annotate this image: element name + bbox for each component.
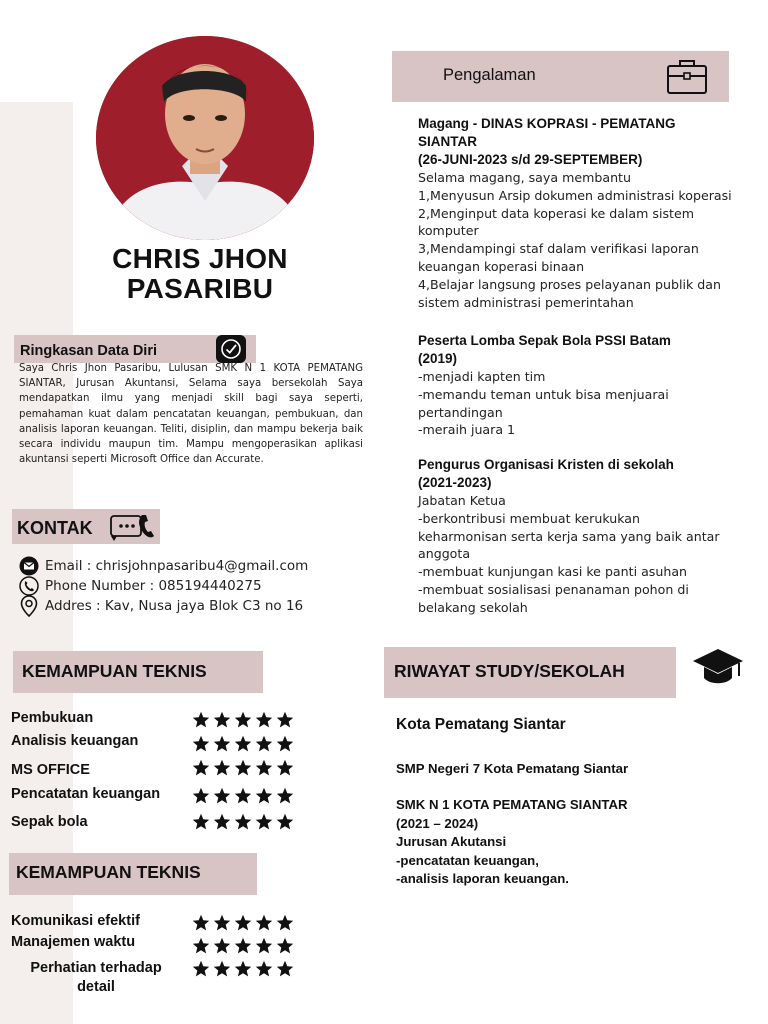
- phone-icon: [18, 575, 40, 597]
- education-smk: SMK N 1 KOTA PEMATANG SIANTAR: [396, 797, 628, 812]
- experience-item-line: -menjadi kapten tim: [418, 369, 546, 384]
- skill-rating: [192, 759, 294, 776]
- education-city: Kota Pematang Siantar: [396, 716, 566, 733]
- star-icon: [276, 960, 294, 977]
- star-icon: [213, 813, 231, 830]
- experience-item-line: keuangan koperasi binaan: [418, 258, 585, 274]
- contact-phone-icon: [108, 511, 156, 543]
- experience-item-line: Jabatan Ketua: [418, 493, 506, 508]
- star-icon: [213, 735, 231, 752]
- education-smk-block: [396, 796, 628, 889]
- experience-item-line: komputer: [418, 223, 479, 239]
- star-icon: [192, 914, 210, 931]
- education-detail: -analisis laporan keuangan.: [396, 871, 569, 886]
- star-icon: [213, 937, 231, 954]
- star-icon: [192, 759, 210, 776]
- star-icon: [192, 787, 210, 804]
- experience-item-line: 3,Mendampingi staf dalam verifikasi laporan: [418, 241, 699, 257]
- education-major: Jurusan Akutansi: [396, 834, 507, 849]
- star-icon: [192, 960, 210, 977]
- experience-item-title: Magang - DINAS KOPRASI - PEMATANG: [418, 116, 676, 131]
- skill-rating: [192, 937, 294, 954]
- location-pin-icon: [18, 595, 40, 617]
- experience-item-line: 2,Menginput data koperasi ke dalam sistem: [418, 205, 694, 221]
- technical-skills-title: KEMAMPUAN TEKNIS: [22, 661, 207, 681]
- experience-item-line: 4,Belajar langsung proses pelayanan publik dan: [418, 276, 721, 292]
- experience-item: [418, 332, 763, 439]
- star-icon: [234, 813, 252, 830]
- education-title: RIWAYAT STUDY/SEKOLAH: [394, 661, 625, 681]
- experience-item-line: -meraih juara 1: [418, 422, 516, 438]
- skill-label: Sepak bola: [11, 814, 88, 830]
- contact-title: KONTAK: [17, 518, 93, 538]
- experience-item-line: -membuat kunjungan kasi ke panti asuhan: [418, 564, 688, 580]
- star-icon: [234, 735, 252, 752]
- contact-address-row: [18, 595, 303, 617]
- star-icon: [192, 813, 210, 830]
- experience-item: [418, 115, 763, 311]
- star-icon: [255, 960, 273, 977]
- experience-item-date: (2021-2023): [418, 475, 492, 490]
- star-icon: [255, 787, 273, 804]
- skill-rating: [192, 787, 294, 804]
- star-icon: [213, 711, 231, 728]
- star-icon: [234, 711, 252, 728]
- star-icon: [234, 937, 252, 954]
- skill-label: Pembukuan: [11, 710, 94, 726]
- star-icon: [234, 914, 252, 931]
- experience-item-title: Pengurus Organisasi Kristen di sekolah: [418, 457, 674, 472]
- experience-item-line: keharmonisan serta kerja sama yang baik antar: [418, 528, 720, 544]
- experience-item-line: anggota: [418, 546, 471, 562]
- star-icon: [255, 759, 273, 776]
- skill-rating: [192, 735, 294, 752]
- experience-item-line: -berkontribusi membuat kerukukan: [418, 510, 640, 526]
- experience-item-date: (2019): [418, 351, 458, 366]
- experience-item-line: Selama magang, saya membantu: [418, 170, 631, 185]
- star-icon: [213, 914, 231, 931]
- star-icon: [192, 711, 210, 728]
- star-icon: [276, 914, 294, 931]
- soft-skills-title: KEMAMPUAN TEKNIS: [16, 862, 201, 882]
- contact-email-row: [18, 555, 308, 577]
- experience-item: [418, 456, 763, 617]
- briefcase-icon: [666, 56, 708, 96]
- profile-name-line2: PASARIBU: [126, 273, 274, 304]
- star-icon: [234, 787, 252, 804]
- profile-name-line1: CHRIS JHON: [112, 243, 288, 274]
- skill-label: Manajemen waktu: [11, 934, 136, 950]
- star-icon: [276, 937, 294, 954]
- skill-label-line: detail: [77, 979, 115, 995]
- experience-item-line: 1,Menyusun Arsip dokumen administrasi koperasi: [418, 187, 732, 203]
- skill-rating: [192, 914, 294, 931]
- contact-address: Addres : Kav, Nusa jaya Blok C3 no 16: [45, 598, 304, 614]
- star-icon: [234, 960, 252, 977]
- star-icon: [276, 759, 294, 776]
- skill-rating: [192, 711, 294, 728]
- star-icon: [255, 711, 273, 728]
- star-icon: [276, 787, 294, 804]
- profile-photo: [96, 36, 314, 240]
- skill-label-multiline: [11, 959, 181, 997]
- summary-title: Ringkasan Data Diri: [20, 343, 157, 359]
- education-smk-years: (2021 – 2024): [396, 815, 479, 831]
- education-detail: -pencatatan keuangan,: [396, 852, 539, 868]
- star-icon: [213, 960, 231, 977]
- star-icon: [276, 735, 294, 752]
- skill-rating: [192, 813, 294, 830]
- profile-name: [70, 244, 330, 304]
- star-icon: [255, 914, 273, 931]
- skill-label: Analisis keuangan: [11, 733, 139, 749]
- star-icon: [276, 711, 294, 728]
- skill-rating: [192, 960, 294, 977]
- contact-email[interactable]: Email : chrisjohnpasaribu4@gmail.com: [45, 558, 309, 574]
- check-badge-icon: [216, 335, 246, 363]
- education-smp: SMP Negeri 7 Kota Pematang Siantar: [396, 761, 629, 776]
- experience-item-date: (26-JUNI-2023 s/d 29-SEPTEMBER): [418, 152, 643, 167]
- contact-phone-row: [18, 575, 262, 597]
- experience-item-title: SIANTAR: [418, 134, 477, 149]
- star-icon: [255, 813, 273, 830]
- star-icon: [192, 937, 210, 954]
- graduation-cap-icon: [692, 645, 744, 689]
- experience-title: Pengalaman: [443, 66, 536, 84]
- experience-item-line: sistem administrasi pemerintahan: [418, 294, 634, 310]
- skill-label: Komunikasi efektif: [11, 913, 140, 929]
- contact-phone[interactable]: Phone Number : 085194440275: [45, 578, 262, 594]
- star-icon: [276, 813, 294, 830]
- experience-item-line: belakang sekolah: [418, 599, 528, 615]
- experience-item-title: Peserta Lomba Sepak Bola PSSI Batam: [418, 333, 671, 348]
- star-icon: [213, 759, 231, 776]
- experience-item-line: pertandingan: [418, 404, 503, 420]
- email-icon: [18, 555, 40, 577]
- skill-label: MS OFFICE: [11, 762, 90, 778]
- star-icon: [234, 759, 252, 776]
- skill-label: Pencatatan keuangan: [11, 786, 161, 802]
- experience-item-line: -memandu teman untuk bisa menjuarai: [418, 386, 669, 402]
- star-icon: [192, 735, 210, 752]
- star-icon: [255, 937, 273, 954]
- summary-text: Saya Chris Jhon Pasaribu, Lulusan SMK N 1 KOTA PEMATANG SIANTAR, Jurusan Akuntansi, Selama saya bersekolah Saya mendapatkan ilmu yang menjadi skill bagi saya seperti, pemahaman kuat dalam pencatatan keuangan, pembukuan, dan analisis laporan keuangan. Teliti, disiplin, dan mampu bekerja baik secara individu maupun tim. Mampu mengoperasikan aplikasi akuntansi seperti Microsoft Office dan Accurate.: [19, 363, 363, 466]
- experience-item-line: -membuat sosialisasi penanaman pohon di: [418, 581, 689, 597]
- star-icon: [255, 735, 273, 752]
- skill-label-line: Perhatian terhadap: [30, 960, 162, 976]
- star-icon: [213, 787, 231, 804]
